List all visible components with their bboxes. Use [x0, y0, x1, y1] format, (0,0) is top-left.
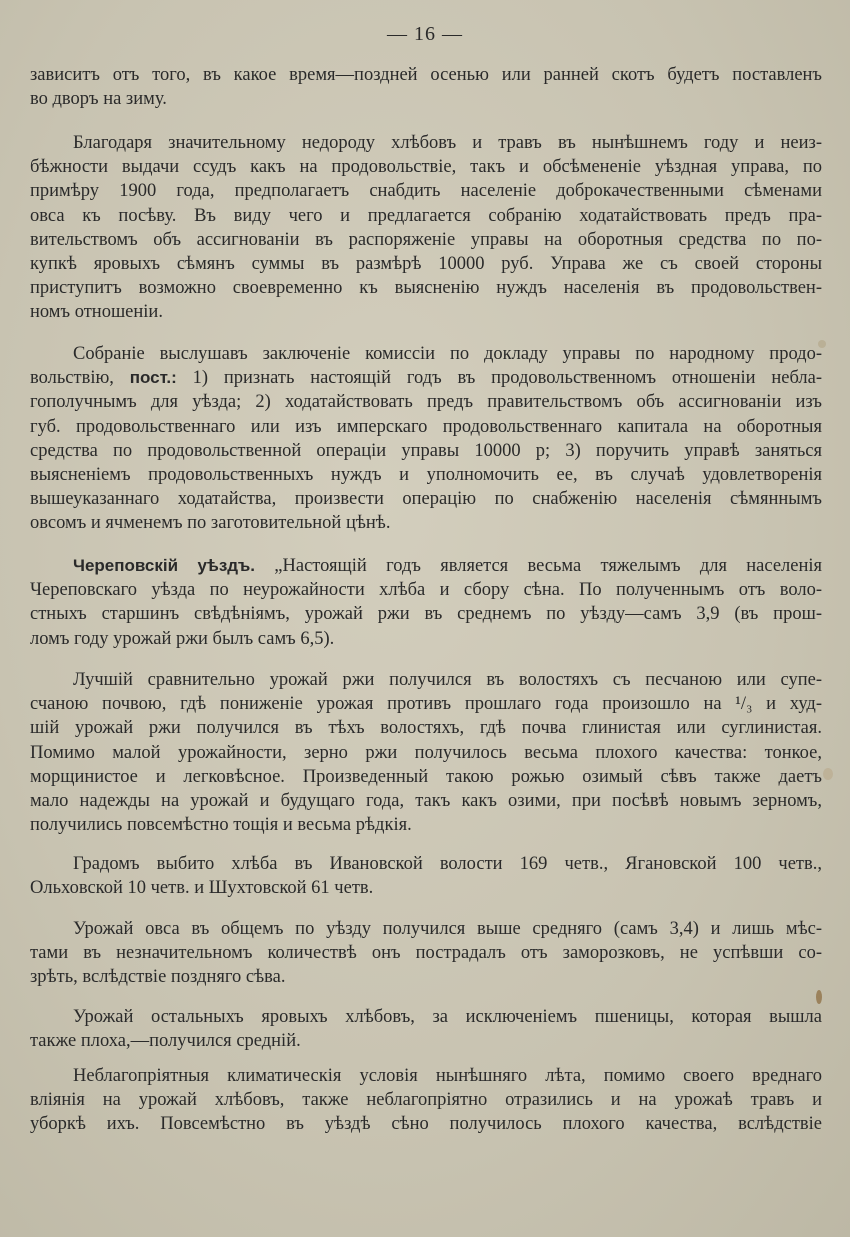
text-line: мало надежды на урожай и будущаго года, такъ какъ озими, при посѣвѣ новымъ зерномъ,: [30, 791, 822, 812]
text-line: счаною почвою, гдѣ пониженіе урожая противъ прошлаго года произошло на ¹/₃ и худ-: [30, 694, 822, 715]
text-line: во дворъ на зиму.: [30, 89, 167, 110]
page-number: — 16 —: [387, 23, 463, 45]
text-line: приступитъ возможно своевременно къ выясненію нуждъ населенія въ продовольствен-: [30, 278, 822, 299]
text-line: [30, 554, 822, 578]
text-line: номъ отношеніи.: [30, 302, 163, 323]
text-line: Урожай остальныхъ яровыхъ хлѣбовъ, за исключеніемъ пшеницы, которая вышла: [73, 1007, 822, 1027]
paragraph-1: [30, 63, 822, 111]
resolution-label: пост.:: [129, 368, 177, 388]
text-line: вліянія на урожай хлѣбовъ, также неблагопріятно отразились и на урожаѣ травъ и: [30, 1090, 822, 1111]
text-line: Помимо малой урожайности, зерно ржи получилось весьма плохого качества: тонкое,: [30, 742, 822, 763]
text-line: тами въ незначительномъ количествѣ онъ пострадалъ отъ заморозковъ, не успѣвши со-: [30, 943, 822, 964]
text-line: Череповскаго уѣзда по неурожайности хлѣба и сбору сѣна. По полученнымъ отъ воло-: [30, 580, 822, 601]
text-line: Градомъ выбито хлѣба въ Ивановской волости 169 четв., Ягановской 100 четв.,: [73, 854, 822, 874]
text-line: морщинистое и легковѣсное. Произведенный такою рожью озимый сѣвъ также даетъ: [30, 766, 822, 787]
paper-stain: [823, 768, 833, 780]
paragraph-9: [30, 1064, 822, 1137]
paragraph-8: [30, 1005, 822, 1053]
paper-stain: [816, 990, 822, 1004]
section-heading: Череповскій уѣздъ.: [73, 556, 255, 575]
text-line: уборкѣ ихъ. Повсемѣстно въ уѣздѣ сѣно получилось плохого качества, вслѣдствіе: [30, 1114, 822, 1135]
text-line: Урожай овса въ общемъ по уѣзду получился выше средняго (самъ 3,4) и лишь мѣс-: [73, 919, 822, 939]
text-line: овса къ посѣву. Въ виду чего и предлагается собранію ходатайствовать предъ пра-: [30, 205, 822, 226]
text-fragment: вольствію,: [30, 368, 114, 389]
text-line: Благодаря значительному недороду хлѣбовъ и травъ въ нынѣшнемъ году и неиз-: [73, 133, 822, 153]
text-fragment: 1) признать настоящій годъ въ продовольственномъ отношеніи небла-: [192, 368, 822, 389]
text-line: губ. продовольственнаго или изъ имперскаго продовольственнаго капитала на оборотныя: [30, 416, 822, 437]
text-line: бѣжности выдачи ссудъ какъ на продовольствіе, такъ и обсѣмененіе уѣздная управа, по: [30, 157, 822, 178]
text-line: примѣру 1900 года, предполагаетъ снабдить населеніе доброкачественными сѣменами: [30, 181, 822, 202]
paragraph-5: [30, 668, 822, 837]
text-line: вышеуказаннаго ходатайства, произвести операцію по снабженію населенія сѣмяннымъ: [30, 489, 822, 510]
text-line: вительствомъ объ ассигнованіи въ распоряженіе управы на оборотныя средства по по-: [30, 229, 822, 250]
text-line: овсомъ и ячменемъ по заготовительной цѣнѣ.: [30, 513, 391, 534]
paragraph-3: [30, 342, 822, 536]
text-line: выясненіемъ продовольственныхъ нуждъ и уполномочить ее, въ случаѣ удовлетворенія: [30, 465, 822, 486]
text-fragment: „Настоящій годъ является весьма тяжелымъ для населенія: [274, 556, 823, 576]
paragraph-6: [30, 852, 822, 900]
text-line: стныхъ старшинъ свѣдѣніямъ, урожай ржи въ среднемъ по уѣзду—самъ 3,9 (въ прош-: [30, 604, 822, 625]
paragraph-4: [30, 554, 822, 651]
text-line: шій урожай ржи получился въ тѣхъ волостяхъ, гдѣ почва глинистая или суглинистая.: [30, 718, 822, 739]
text-line: также плоха,—получился средній.: [30, 1031, 301, 1052]
text-line: гополучнымъ для уѣзда; 2) ходатайствовать предъ правительствомъ объ ассигнованіи изъ: [30, 392, 822, 413]
text-line: Лучшій сравнительно урожай ржи получился въ волостяхъ съ песчаною или супе-: [73, 670, 822, 690]
text-line: зависитъ отъ того, въ какое время—поздней осенью или ранней скотъ будетъ поставленъ: [30, 65, 822, 85]
paragraph-7: [30, 917, 822, 990]
text-line: получились повсемѣстно тощія и весьма рѣдкія.: [30, 815, 412, 836]
text-line: [30, 366, 822, 390]
text-line: Ольховской 10 четв. и Шухтовской 61 четв.: [30, 878, 374, 899]
text-line: ломъ году урожай ржи былъ самъ 6,5).: [30, 628, 335, 649]
text-line: зрѣть, вслѣдствіе поздняго сѣва.: [30, 967, 286, 988]
text-line: Неблагопріятныя климатическія условія нынѣшняго лѣта, помимо своего вреднаго: [73, 1066, 822, 1086]
paragraph-2: [30, 131, 822, 325]
paper-stain: [818, 340, 826, 348]
text-line: купкѣ яровыхъ сѣмянъ суммы въ размѣрѣ 10000 руб. Управа же съ своей стороны: [30, 254, 822, 275]
text-line: средства по продовольственной операціи управы 10000 р; 3) поручить управѣ заняться: [30, 440, 822, 461]
text-line: Собраніе выслушавъ заключеніе комиссіи по докладу управы по народному продо-: [73, 344, 822, 364]
